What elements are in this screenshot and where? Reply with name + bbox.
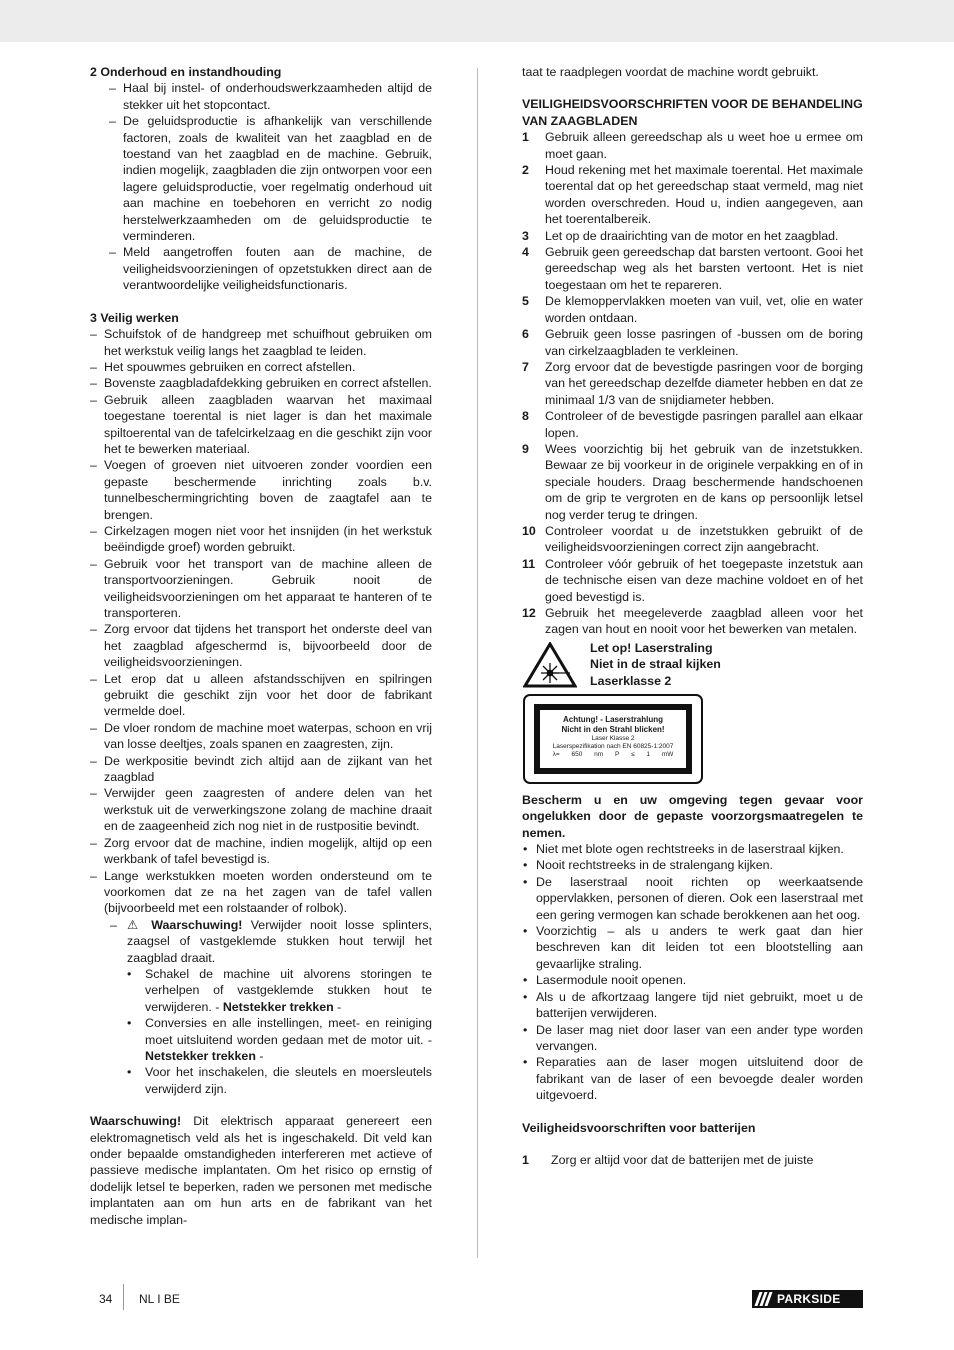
item-number: 1 <box>522 1152 529 1167</box>
footer-divider <box>123 1284 124 1310</box>
list-item: – De werkpositie bevindt zich altijd aan de zijkant van het zaagblad <box>90 753 432 786</box>
sub-bullet <box>90 1015 432 1064</box>
item-number: 11 <box>522 556 536 571</box>
top-bar <box>0 0 954 42</box>
blade-item <box>522 408 863 441</box>
blade-item <box>522 293 863 326</box>
item-number: 8 <box>522 409 529 424</box>
sign-line: λ= 650 nm P ≤ 1 mW <box>552 750 674 758</box>
list-item: • Lasermodule nooit openen. <box>522 972 863 988</box>
right-column <box>522 64 863 1168</box>
blade-list <box>522 129 863 638</box>
logo-stripes-icon <box>755 1290 773 1308</box>
list-item: – Verwijder geen zaagresten of andere delen van het werkstuk uit de verwerkingszone zolang de machine draait en de zaageenheid zich nog niet in de rustpositie bevindt. <box>90 785 432 834</box>
item-number: 4 <box>522 245 529 260</box>
list-item: – Zorg ervoor dat de machine, indien mogelijk, altijd op een werkbank of tafel bevestigd is. <box>90 835 432 868</box>
blade-item <box>522 359 863 408</box>
blade-item <box>522 244 863 293</box>
laser-label-inner <box>534 704 692 774</box>
list-item: – De geluidsproductie is afhankelijk van verschillende factoren, zoals de kwaliteit van het zaagblad en de toestand van het zaagblad en de machine. Gebruik, indien mogelijk, zaagbladen die zijn ontworpen voor een lagere geluidsproductie, voer regelmatig onderhoud uit aan machine en toebehoren en verricht zo nodig herstelwerkzaamheden om de geluidsproductie te verminderen. <box>109 113 432 244</box>
logo-wordmark: PARKSIDE <box>777 1292 841 1306</box>
battery-item <box>522 1152 863 1168</box>
laser-label-sign <box>523 694 703 784</box>
list-item: – Lange werkstukken moeten worden ondersteund om te voorkomen dat ze na het zagen van de tafel vallen (bijvoorbeeld met een rolstaander of rolbok). <box>90 868 432 917</box>
sub-bullet <box>90 966 432 1015</box>
list-item: • Als u de afkortzaag langere tijd niet gebruikt, moet u de batterijen verwijderen. <box>522 989 863 1022</box>
blade-item <box>522 605 863 638</box>
warning-icon: ⚠ <box>127 917 152 932</box>
item-text: Controleer voordat u de inzetstukken gebruikt of de veiligheidsvoorzieningen correct zijn aangebracht. <box>545 523 863 555</box>
list-item: • Niet met blote ogen rechtstreeks in de laserstraal kijken. <box>522 841 863 857</box>
blade-item <box>522 129 863 162</box>
em-warning-paragraph <box>90 1113 432 1228</box>
parkside-logo <box>752 1290 863 1308</box>
list-item: – Voegen of groeven niet uitvoeren zonder voordien een gepaste beschermende inrichting zoals b.v. tunnelbeschermingrichting boven de zaagtafel aan te brengen. <box>90 457 432 523</box>
section-2-title: 2 Onderhoud en instandhouding <box>90 65 282 79</box>
list-item: – De vloer rondom de machine moet waterpas, schoon en vrij van losse deeltjes, zoals spanen en zaagresten, zijn. <box>90 720 432 753</box>
warning-text: Verwijder nooit losse splinters, zaagsel of vastgeklemde stukken hout terwijl het zaagblad draait. <box>127 917 432 965</box>
list-item: – Bovenste zaagbladafdekking gebruiken en correct afstellen. <box>90 375 432 391</box>
continued-text: taat te raadplegen voordat de machine wordt gebruikt. <box>522 65 819 79</box>
item-text: Gebruik alleen gereedschap als u weet hoe u ermee om moet gaan. <box>545 130 863 161</box>
sub-bullet-bold: Netstekker trekken <box>145 1048 256 1063</box>
list-item: • Reparaties aan de laser mogen uitsluitend door de fabrikant van de laser of een bevoegde dealer worden uitgevoerd. <box>522 1054 863 1103</box>
sub-bullet-text: Voor het inschakelen, die sleutels en moersleutels verwijderd zijn. <box>145 1065 432 1096</box>
column-divider <box>477 68 478 1258</box>
warning-label: Waarschuwing! <box>151 917 243 932</box>
sub-bullet-text: Schakel de machine uit alvorens storingen te verhelpen of vastgeklemde stukken hout te verwijderen. - <box>145 966 432 1014</box>
sub-bullet-bold: Netstekker trekken <box>222 999 334 1014</box>
protect-list <box>522 841 863 1104</box>
item-text: Zorg er altijd voor dat de batterijen met de juiste <box>551 1152 814 1167</box>
sub-bullet-tail: - <box>255 1048 264 1063</box>
item-text: Controleer of de bevestigde pasringen parallel aan elkaar lopen. <box>545 409 863 440</box>
language-code: NL I BE <box>139 1292 180 1306</box>
sign-line: Achtung! - Laserstrahlung <box>562 714 663 724</box>
laser-hazard-icon <box>523 642 577 688</box>
list-item: • De laserstraal nooit richten op weerkaatsende oppervlakken, personen of dieren. Ook een laserstraal met een gering vermogen kan schade berokkenen aan het oog. <box>522 874 863 923</box>
sub-bullet-tail: - <box>333 999 342 1014</box>
list-item: – Cirkelzagen mogen niet voor het insnijden (in het werkstuk beëindigde groef) worden gebruikt. <box>90 523 432 556</box>
list-item: – Schuifstok of de handgreep met schuifhout gebruiken om het werkstuk veilig langs het zaagblad te leiden. <box>90 326 432 359</box>
item-number: 12 <box>522 606 536 620</box>
sub-bullet <box>90 1064 432 1097</box>
item-text: De klemoppervlakken moeten van vuil, vet, olie en water worden ontdaan. <box>545 294 863 325</box>
blade-item <box>522 556 863 605</box>
sub-bullet-text: Conversies en alle instellingen, meet- en reiniging moet uitsluitend worden gedaan met de motor uit. - <box>145 1016 432 1047</box>
item-text: Gebruik geen gereedschap dat barsten vertoont. Gooi het gereedschap weg als het barsten vertoont. Het is niet toegestaan om het te repareren. <box>545 245 863 292</box>
list-item: – Zorg ervoor dat tijdens het transport het onderste deel van het zaagblad afgeschermd is, bijvoorbeeld door de veiligheidsvoorzieningen. <box>90 621 432 670</box>
item-text: Gebruik geen losse pasringen of -bussen om de boring van cirkelzaagbladen te verkleinen. <box>545 327 863 358</box>
item-number: 1 <box>522 130 529 145</box>
item-number: 2 <box>522 163 529 178</box>
list-item: • Voorzichtig – als u anders te werk gaat dan hier beschreven kan dit leiden tot een blootstelling aan gevaarlijke straling. <box>522 923 863 972</box>
item-number: 7 <box>522 359 529 374</box>
item-number: 9 <box>522 441 529 456</box>
list-item: • De laser mag niet door laser van een ander type worden vervangen. <box>522 1022 863 1055</box>
item-text: Zorg ervoor dat de bevestigde pasringen voor de borging van het gereedschap dezelfde diameter hebben en dat ze minimaal 1/3 van de snijdiameter hebben. <box>545 359 863 407</box>
list-item: – Let erop dat u alleen afstandsschijven en spilringen gebruikt die geschikt zijn voor het door de fabrikant vermelde doel. <box>90 671 432 720</box>
item-text: Let op de draairichting van de motor en het zaagblad. <box>545 228 839 243</box>
laser-line: Niet in de straal kijken <box>590 657 721 672</box>
laser-warning <box>522 640 863 688</box>
laser-line: Laserklasse 2 <box>590 673 672 688</box>
blade-item <box>522 523 863 556</box>
battery-title: Veiligheidsvoorschriften voor batterijen <box>522 1120 756 1135</box>
item-number: 3 <box>522 228 529 243</box>
em-warning-text: Dit elektrisch apparaat genereert een elektromagnetisch veld als het is ingeschakeld. Dit veld kan onder bepaalde omstandigheden interfereren met actieve of passieve medische implantaten. Om het risico op ernstig of dodelijk letsel te beperken, raden we personen met medische implantaten aan om hun arts en de fabrikant van het medische implan- <box>90 1114 432 1227</box>
sign-line: Laserspezifikation nach EN 60825-1:2007 <box>552 742 674 750</box>
blade-item <box>522 326 863 359</box>
blade-section-title: VEILIGHEIDSVOORSCHRIFTEN VOOR DE BEHANDELING VAN ZAAGBLADEN <box>522 97 863 128</box>
item-text: Controleer vóór gebruik of het toegepaste inzetstuk aan de technische eisen van deze machine voldoet en of het goed bevestigd is. <box>545 556 863 604</box>
sign-line: Laser Klasse 2 <box>591 734 635 742</box>
list-item: – Gebruik voor het transport van de machine alleen de transportvoorzieningen. Gebruik nooit de veiligheidsvoorzieningen om het apparaat te hanteren of te transporteren. <box>90 556 432 622</box>
blade-item <box>522 228 863 244</box>
laser-warning-text <box>590 640 721 689</box>
item-number: 6 <box>522 327 529 342</box>
item-number: 5 <box>522 294 529 309</box>
item-text: Gebruik het meegeleverde zaagblad alleen voor het zagen van hout en nooit voor het bewerken van metalen. <box>545 606 863 637</box>
blade-item <box>522 162 863 228</box>
protect-title: Bescherm u en uw omgeving tegen gevaar voor ongelukken door de gepaste voorzorgsmaatregelen te nemen. <box>522 792 863 840</box>
list-item: • Nooit rechtstreeks in de stralengang kijken. <box>522 857 863 873</box>
page-number: 34 <box>99 1292 113 1306</box>
em-warning-label: Waarschuwing! <box>90 1114 182 1129</box>
section-3-title: 3 Veilig werken <box>90 310 179 325</box>
list-item: – Haal bij instel- of onderhoudswerkzaamheden altijd de stekker uit het stopcontact. <box>109 80 432 113</box>
laser-line: Let op! Laserstraling <box>590 640 713 655</box>
item-number: 10 <box>522 523 536 538</box>
blade-item <box>522 441 863 523</box>
list-item: – Het spouwmes gebruiken en correct afstellen. <box>90 359 432 375</box>
left-column <box>90 64 432 1228</box>
sign-line: Nicht in den Strahl blicken! <box>561 724 665 734</box>
list-item: – Gebruik alleen zaagbladen waarvan het maximaal toegestane toerental is niet lager is dan het maximale spiltoerental van de tafelcirkelzaag en die geschikt zijn voor het te bewerken materiaal. <box>90 392 432 458</box>
item-text: Houd rekening met het maximale toerental. Het maximale toerental dat op het gereedschap staat vermeld, mag niet worden overschreden. Houd u, indien aangegeven, aan het toerentalbereik. <box>545 163 863 227</box>
item-text: Wees voorzichtig bij het gebruik van de inzetstukken. Bewaar ze bij voorkeur in de originele verpakking en of in speciale houders. Draag beschermende handschoenen om de grip te vergroten en de kans op persoonlijk letsel nog verder terug te dringen. <box>545 441 863 522</box>
list-item: – Meld aangetroffen fouten aan de machine, de veiligheidsvoorzieningen of opzetstukken direct aan de verantwoordelijke veiligheidsfunctionaris. <box>109 244 432 293</box>
warning-item <box>90 917 432 966</box>
